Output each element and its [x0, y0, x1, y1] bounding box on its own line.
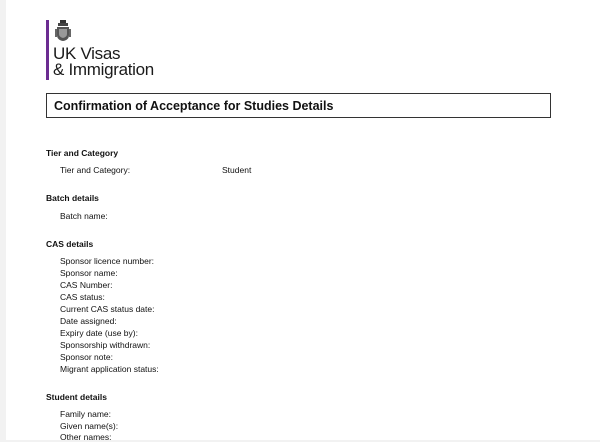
title-box — [46, 93, 551, 118]
cas-field: Sponsor licence number: — [60, 256, 155, 266]
student-field: Other names: — [60, 432, 112, 442]
cas-field: Expiry date (use by): — [60, 328, 138, 338]
logo-line-2: & Immigration — [53, 60, 154, 79]
tier-value: Student — [222, 165, 252, 175]
cas-field: CAS Number: — [60, 280, 113, 290]
logo-accent-bar — [46, 20, 49, 80]
royal-crest-icon — [54, 20, 72, 42]
cas-field: Current CAS status date: — [60, 304, 155, 314]
student-field: Family name: — [60, 409, 112, 419]
student-field: Given name(s): — [60, 421, 119, 431]
tier-label: Tier and Category: — [60, 165, 131, 175]
cas-field: Sponsor note: — [60, 352, 113, 362]
student-heading: Student details — [46, 392, 107, 402]
document-page — [6, 0, 600, 440]
cas-field: Migrant application status: — [60, 364, 159, 374]
cas-field: CAS status: — [60, 292, 105, 302]
tier-heading: Tier and Category — [46, 148, 119, 158]
cas-field: Date assigned: — [60, 316, 117, 326]
cas-field: Sponsorship withdrawn: — [60, 340, 151, 350]
cas-field: Sponsor name: — [60, 268, 118, 278]
batch-name-label: Batch name: — [60, 211, 108, 221]
logo-line-1: UK Visas — [53, 44, 121, 63]
logo-text — [53, 46, 154, 78]
batch-heading: Batch details — [46, 193, 99, 203]
page-title: Confirmation of Acceptance for Studies Details — [54, 99, 334, 113]
cas-heading: CAS details — [46, 239, 94, 249]
